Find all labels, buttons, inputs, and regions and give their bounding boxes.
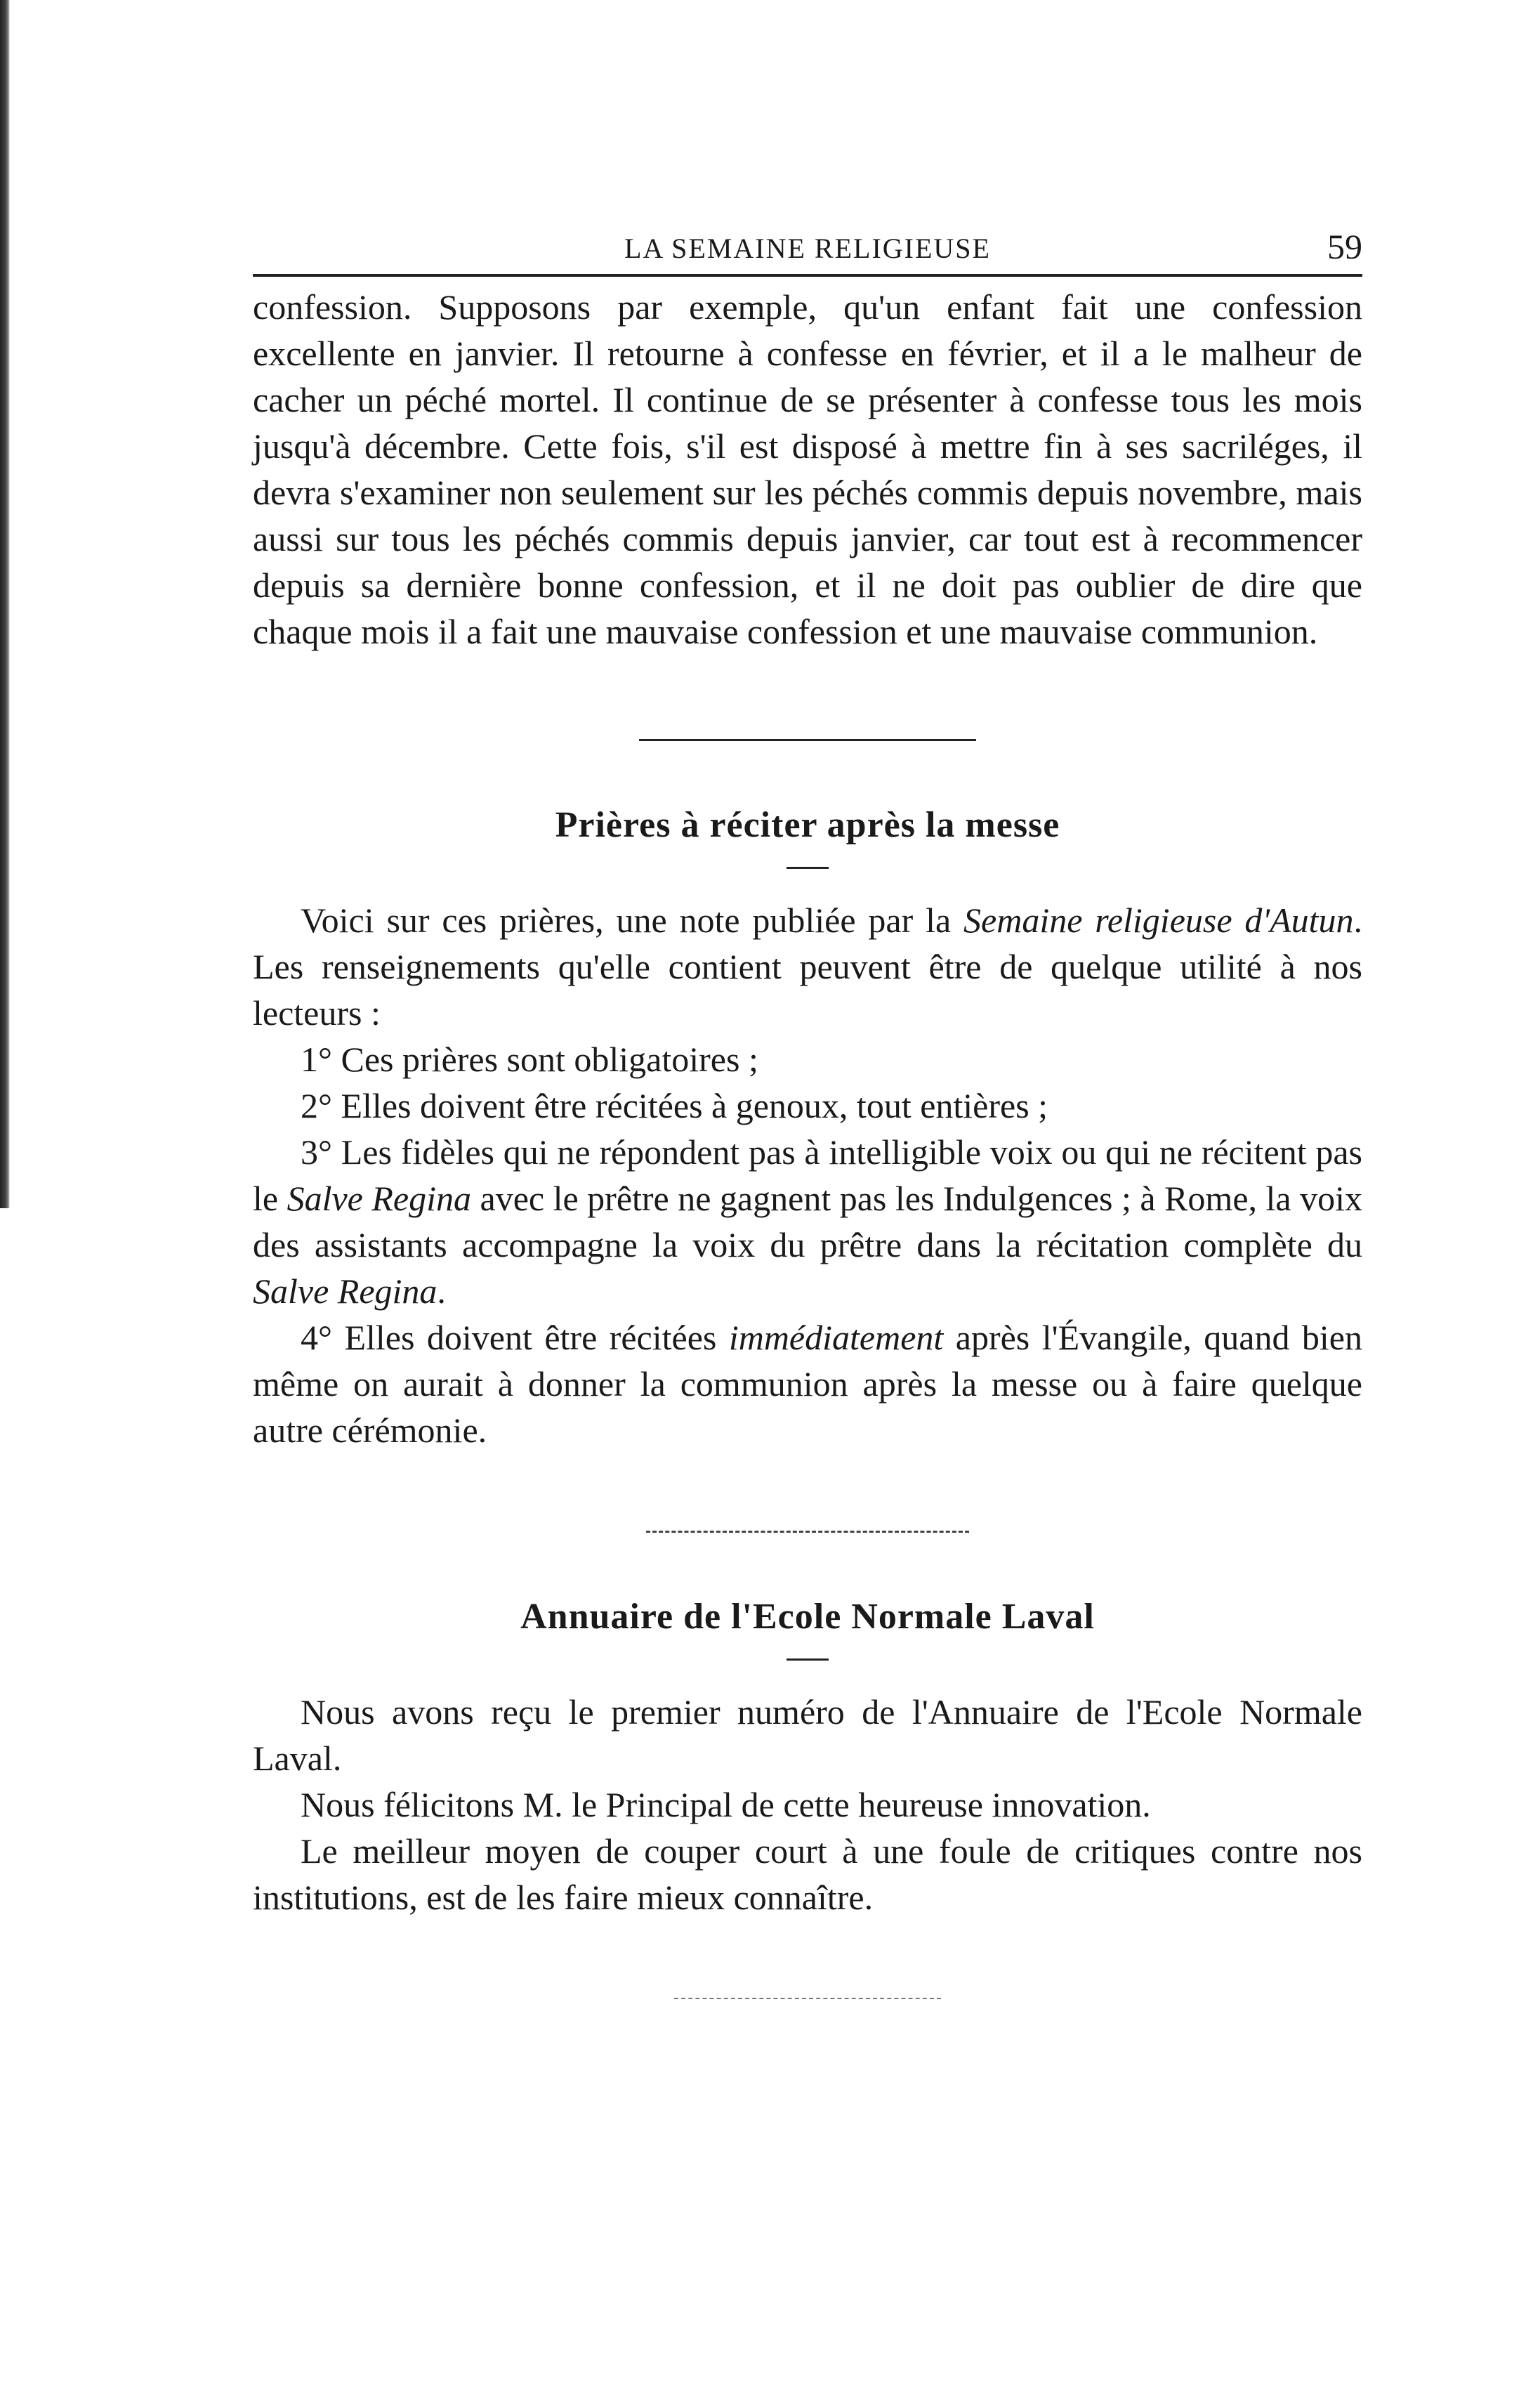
annuaire-paragraph-3: Le meilleur moyen de couper court à une foule de critiques contre nos institutions, est de les faire mieux connaître. xyxy=(253,1831,1362,1917)
annuaire-paragraph-2: Nous félicitons M. le Principal de cette heureuse innovation. xyxy=(301,1785,1151,1824)
intro-publication-title: Semaine religieuse d'Autun xyxy=(963,901,1354,940)
list-item-2 xyxy=(253,1082,1362,1129)
list-item-4 xyxy=(253,1314,1362,1453)
section-divider xyxy=(646,1531,969,1533)
list-item-number: 3° xyxy=(301,1132,332,1172)
list-item-italic: Salve Regina xyxy=(287,1179,471,1218)
annuaire-paragraph-1: Nous avons reçu le premier numéro de l'Annuaire de l'Ecole Normale Laval. xyxy=(253,1692,1362,1778)
intro-text-before: Voici sur ces prières, une note publiée par la xyxy=(301,901,964,940)
heading-underline xyxy=(787,1658,829,1661)
heading-underline xyxy=(787,867,829,869)
page-number: 59 xyxy=(1327,227,1362,266)
intro-text-after: . Les renseignements qu'elle contient peuvent être de quelque utilité à nos lecteurs : xyxy=(253,901,1363,1033)
section-divider xyxy=(639,739,976,741)
list-item-number: 2° xyxy=(301,1086,332,1125)
list-item-text: après l'Évangile, quand bien même on aurait à donner la communion après la messe ou à faire quelque autre cérémonie. xyxy=(253,1318,1362,1450)
book-spine-shadow xyxy=(0,0,10,1208)
list-item-text: Ces prières sont obligatoires ; xyxy=(341,1040,758,1079)
list-item-italic: immédiatement xyxy=(728,1318,944,1357)
list-item-3 xyxy=(253,1129,1362,1314)
list-item-number: 1° xyxy=(301,1040,332,1079)
end-divider xyxy=(674,1998,941,1999)
section-heading-prieres: Prières à réciter après la messe xyxy=(555,805,1060,845)
section-heading-annuaire: Annuaire de l'Ecole Normale Laval xyxy=(520,1597,1095,1637)
list-item-text: Les fidèles qui ne répondent pas à intelligible voix ou qui ne récitent pas le xyxy=(253,1132,1363,1218)
list-item-text: avec le prêtre ne gagnent pas les Indulgences ; à Rome, la voix des assistants accompagne la voix du prêtre dans la récitation complète du xyxy=(253,1179,1362,1264)
list-item-text: Elles doivent être récitées à genoux, tout entières ; xyxy=(341,1086,1048,1125)
page xyxy=(253,211,1362,1999)
list-item-italic: Salve Regina xyxy=(253,1271,437,1311)
running-head xyxy=(253,211,1362,277)
continuation-paragraph: confession. Supposons par exemple, qu'un enfant fait une confession excellente en janvier. Il retourne à confesse en février, et il a le malheur de cacher un péché mortel. Il continue de se présenter à confesse tous les mois jusqu'à décembre. Cette fois, s'il est disposé à mettre fin à ses sacriléges, il devra s'examiner non seulement sur les péchés commis depuis novembre, mais aussi sur tous les péchés commis depuis janvier, car tout est à recommencer depuis sa dernière bonne confession, et il ne doit pas oublier de dire que chaque mois il a fait une mauvaise confession et une mauvaise communion. xyxy=(253,287,1362,651)
intro-paragraph xyxy=(253,897,1362,1036)
list-item-text: Elles doivent être récitées xyxy=(344,1318,729,1357)
running-title: LA SEMAINE RELIGIEUSE xyxy=(624,233,991,264)
list-item-1 xyxy=(253,1036,1362,1082)
list-item-number: 4° xyxy=(301,1318,332,1357)
list-item-text: . xyxy=(437,1271,446,1311)
